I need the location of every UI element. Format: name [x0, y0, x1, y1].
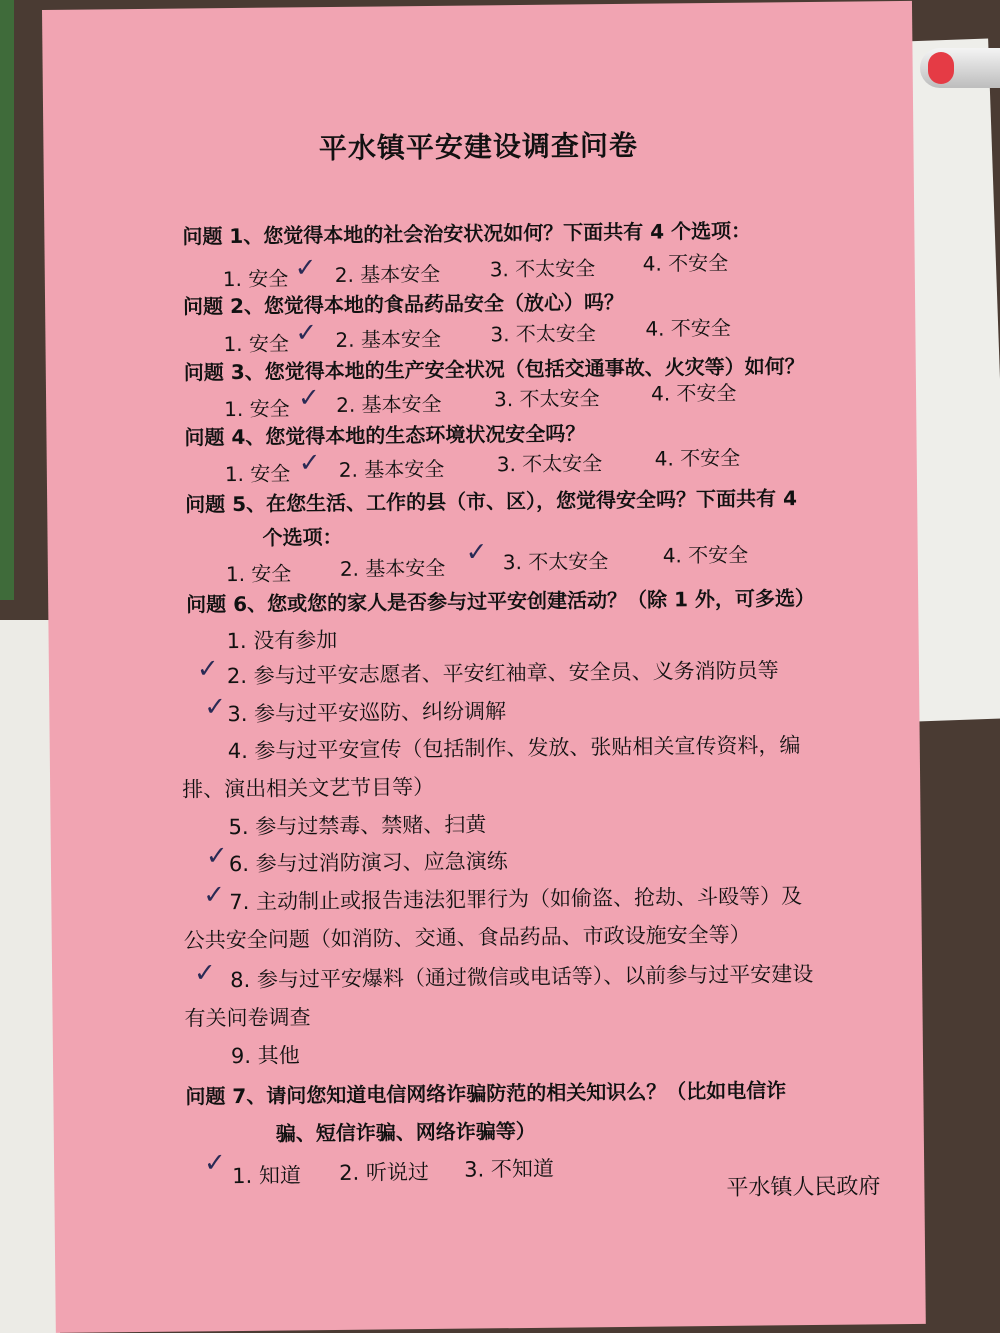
q1-option-3: 3. 不太安全: [489, 256, 596, 282]
survey-sheet: [42, 1, 926, 1333]
question-4: 问题 4、您觉得本地的生态环境状况安全吗？: [184, 421, 586, 450]
q7-option-2: 2. 听说过: [339, 1160, 430, 1185]
question-1: 问题 1、您觉得本地的社会治安状况如何？下面共有 4 个选项：: [182, 218, 752, 249]
signature-issuer: 平水镇人民政府: [726, 1174, 881, 1201]
q2-option-1: 1. 安全: [223, 331, 290, 357]
q4-option-2: 2. 基本安全: [338, 456, 445, 482]
check-mark: ✓: [295, 318, 318, 349]
q1-option-1: 1. 安全: [222, 266, 289, 292]
q6-item-5: 5. 参与过禁毒、禁赌、扫黄: [228, 812, 487, 840]
q6-item-9: 9. 其他: [230, 1043, 300, 1069]
q3-option-1: 1. 安全: [224, 396, 290, 422]
q6-item-4: 4. 参与过平安宣传（包括制作、发放、张贴相关宣传资料，编: [227, 733, 801, 764]
survey-title: 平水镇平安建设调查问卷: [318, 128, 639, 166]
q1-option-2: 2. 基本安全: [334, 261, 441, 287]
check-mark: ✓: [204, 692, 227, 723]
q3-option-3: 3. 不太安全: [493, 386, 600, 412]
question-5-continued: 个选项：: [262, 524, 343, 550]
check-mark: ✓: [465, 537, 488, 568]
q6-item-8: 8. 参与过平安爆料（通过微信或电话等）、以前参与过平安建设: [230, 961, 814, 993]
q4-option-4: 4. 不安全: [654, 445, 741, 471]
question-7: 问题 7、请问您知道电信网络诈骗防范的相关知识么？（比如电信诈: [185, 1078, 787, 1109]
q6-item-3: 3. 参与过平安巡防、纠纷调解: [227, 699, 507, 727]
q5-option-2: 2. 基本安全: [339, 555, 446, 581]
q2-option-3: 3. 不太安全: [490, 321, 596, 347]
question-2: 问题 2、您觉得本地的食品药品安全（放心）吗？: [182, 289, 625, 319]
question-6: 问题 6、您或您的家人是否参与过平安创建活动？（除 1 外，可多选）: [186, 585, 816, 617]
q1-option-4: 4. 不安全: [642, 250, 729, 276]
q3-option-4: 4. 不安全: [650, 380, 737, 406]
question-5: 问题 5、在您生活、工作的县（市、区），您觉得安全吗？下面共有 4: [185, 486, 798, 517]
q4-option-1: 1. 安全: [224, 461, 291, 487]
q5-option-3: 3. 不太安全: [502, 549, 609, 575]
check-mark: ✓: [205, 841, 228, 872]
pen-cap: [928, 52, 954, 84]
q6-item-4-continued: 排、演出相关文艺节目等）: [182, 774, 435, 802]
q5-option-1: 1. 安全: [225, 561, 292, 587]
q6-item-7: 7. 主动制止或报告违法犯罪行为（如偷盗、抢劫、斗殴等）及: [229, 884, 803, 915]
check-mark: ✓: [203, 880, 226, 911]
question-7-continued: 骗、短信诈骗、网络诈骗等）: [275, 1118, 536, 1146]
q7-option-1: 1. 知道: [232, 1163, 302, 1189]
question-3: 问题 3、您觉得本地的生产安全状况（包括交通事故、火灾等）如何？: [183, 354, 805, 385]
q3-option-2: 2. 基本安全: [336, 391, 442, 417]
check-mark: ✓: [203, 1148, 227, 1179]
check-mark: ✓: [297, 383, 321, 414]
q6-item-2: 2. 参与过平安志愿者、平安红袖章、安全员、义务消防员等: [226, 658, 779, 689]
desk-green-object: [0, 0, 14, 600]
check-mark: ✓: [298, 448, 321, 479]
q6-item-1: 1. 没有参加: [226, 627, 338, 654]
q7-option-3: 3. 不知道: [464, 1156, 555, 1182]
check-mark: ✓: [294, 253, 317, 284]
q6-item-8-continued: 有关问卷调查: [184, 1005, 311, 1031]
q6-item-6: 6. 参与过消防演习、应急演练: [228, 849, 508, 877]
q5-option-4: 4. 不安全: [662, 542, 749, 568]
q2-option-2: 2. 基本安全: [335, 326, 442, 352]
q4-option-3: 3. 不太安全: [496, 451, 603, 477]
q6-item-7-continued: 公共安全问题（如消防、交通、食品药品、市政设施安全等）: [183, 922, 751, 953]
q2-option-4: 4. 不安全: [645, 315, 731, 341]
check-mark: ✓: [193, 958, 217, 989]
check-mark: ✓: [196, 654, 219, 685]
